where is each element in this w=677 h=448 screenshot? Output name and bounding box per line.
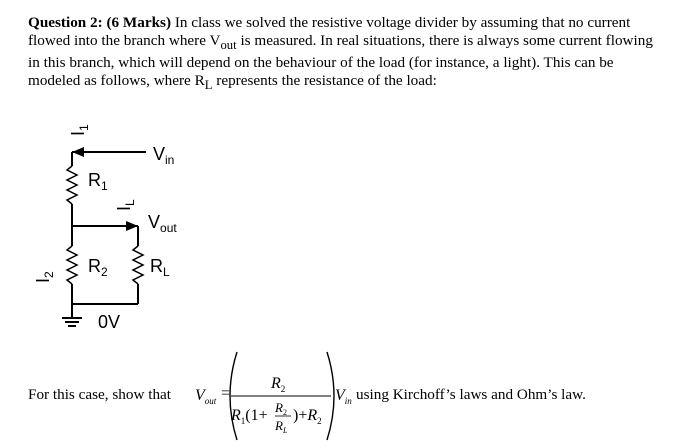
il-label: $I_L$: [114, 199, 137, 211]
ground-label: 0V: [98, 312, 121, 332]
question-text-1: In class we solved the resistive voltage divider by assuming that no current flowed into the branch where V: [28, 14, 631, 49]
equation: [195, 348, 355, 444]
task-tail: using Kirchoff’s laws and Ohm’s law.: [356, 386, 586, 403]
question-text-3: represents the resistance of the load:: [212, 71, 437, 89]
eq-equals: =: [221, 385, 231, 402]
eq-vin: $V_{in}$: [335, 387, 352, 406]
i2-label: $I_2$: [33, 271, 56, 283]
eq-inner-denominator: $R_L$: [275, 418, 288, 435]
question-heading: Question 2: (6 Marks): [28, 14, 172, 31]
i1-label: $I_1$: [68, 124, 91, 136]
vout-subscript: out: [220, 37, 237, 52]
r2-label: $R_2$: [88, 256, 108, 279]
vout-label: $V_{out}$: [148, 212, 177, 235]
il-arrow: [126, 221, 138, 231]
r2-resistor: [67, 246, 77, 284]
eq-inner-numerator: $R_2$: [275, 400, 287, 417]
r1-resistor: [67, 166, 77, 204]
eq-numerator: $R_2$: [271, 375, 286, 394]
eq-denominator: $R_1(1+$: [231, 407, 268, 426]
r1-label: $R_1$: [88, 170, 108, 193]
i1-arrow: [72, 147, 84, 157]
vin-label: $V_{in}$: [153, 144, 175, 167]
eq-vout: $V_{out}$: [195, 387, 217, 406]
task-lead: For this case, show that: [28, 386, 171, 403]
rl-label: $R_L$: [150, 256, 170, 279]
eq-denominator-tail: )$+R_2$: [293, 407, 322, 426]
rl-resistor: [133, 246, 143, 284]
rl-subscript: L: [204, 77, 213, 92]
question-text-2: is measured. In real situations, there is always some current flowing in this branch, which will depend on the behaviour of the load (for instance, a light). This can be modeled as follows, where R: [28, 31, 653, 89]
